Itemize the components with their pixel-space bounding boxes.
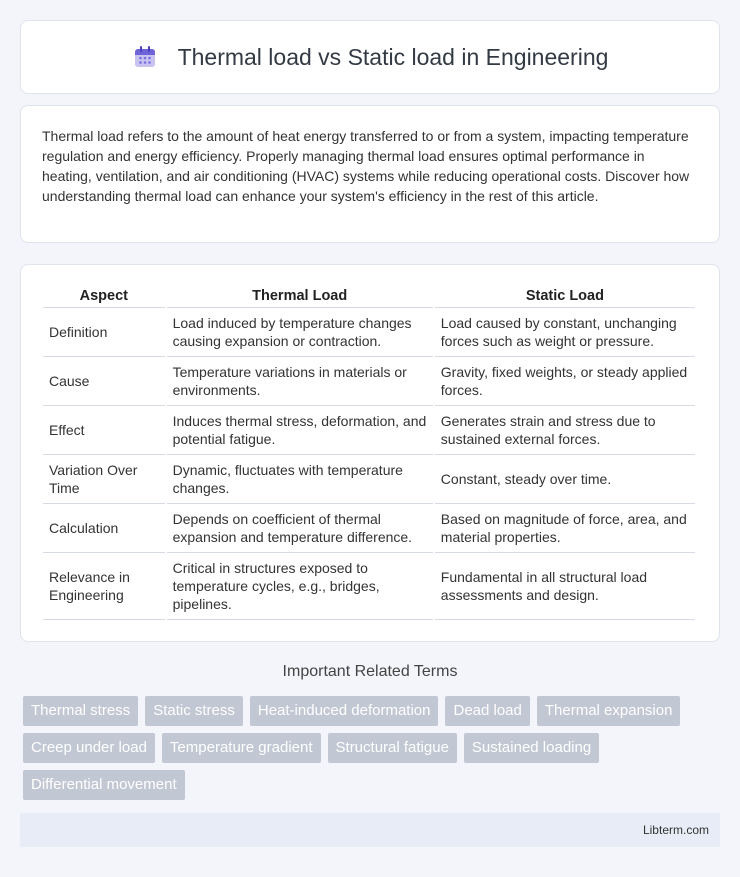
related-term-tag[interactable]: Creep under load [23, 733, 155, 763]
table-row [43, 406, 695, 455]
header-static-load: Static Load [435, 287, 695, 308]
row-static: Generates strain and stress due to sustained external forces. [435, 406, 695, 455]
header-thermal-load: Thermal Load [167, 287, 433, 308]
calendar-icon [132, 44, 158, 70]
table-row [43, 308, 695, 357]
related-term-tag[interactable]: Dead load [445, 696, 529, 726]
page-title: Thermal load vs Static load in Engineering [177, 43, 609, 70]
row-thermal: Depends on coefficient of thermal expansion and temperature difference. [167, 504, 433, 553]
table-row [43, 553, 695, 620]
footer [20, 813, 720, 847]
related-term-tag[interactable]: Thermal expansion [537, 696, 681, 726]
related-term-tag[interactable]: Sustained loading [464, 733, 599, 763]
row-static: Gravity, fixed weights, or steady applied forces. [435, 357, 695, 406]
row-static: Load caused by constant, unchanging forces such as weight or pressure. [435, 308, 695, 357]
row-thermal: Induces thermal stress, deformation, and potential fatigue. [167, 406, 433, 455]
table-row [43, 504, 695, 553]
related-term-tag[interactable]: Heat-induced deformation [250, 696, 439, 726]
table-row [43, 357, 695, 406]
row-aspect: Cause [43, 357, 165, 406]
table-header-row [43, 287, 695, 308]
row-aspect: Variation Over Time [43, 455, 165, 504]
header-aspect: Aspect [43, 287, 165, 308]
row-aspect: Relevance in Engineering [43, 553, 165, 620]
row-static: Constant, steady over time. [435, 455, 695, 504]
table-row [43, 455, 695, 504]
row-thermal: Critical in structures exposed to temperature cycles, e.g., bridges, pipelines. [167, 553, 433, 620]
related-terms-list [23, 696, 723, 800]
row-static: Fundamental in all structural load assessments and design. [435, 553, 695, 620]
related-term-tag[interactable]: Temperature gradient [162, 733, 321, 763]
row-static: Based on magnitude of force, area, and material properties. [435, 504, 695, 553]
row-aspect: Calculation [43, 504, 165, 553]
footer-site-link[interactable]: Libterm.com [642, 823, 709, 837]
row-thermal: Load induced by temperature changes causing expansion or contraction. [167, 308, 433, 357]
comparison-table [41, 287, 697, 620]
comparison-table-card [20, 264, 720, 642]
related-term-tag[interactable]: Static stress [145, 696, 243, 726]
related-term-tag[interactable]: Structural fatigue [328, 733, 457, 763]
row-aspect: Effect [43, 406, 165, 455]
intro-text: Thermal load refers to the amount of heat energy transferred to or from a system, impacting temperature regulation and energy efficiency. Properly managing thermal load ensures optimal performance in heating, ventilation, and air conditioning (HVAC) systems while reducing operational costs. Discover how understanding thermal load can enhance your system's efficiency in the rest of this article. [42, 128, 690, 204]
header-card [20, 20, 720, 94]
row-aspect: Definition [43, 308, 165, 357]
row-thermal: Temperature variations in materials or environments. [167, 357, 433, 406]
row-thermal: Dynamic, fluctuates with temperature changes. [167, 455, 433, 504]
related-term-tag[interactable]: Thermal stress [23, 696, 138, 726]
related-term-tag[interactable]: Differential movement [23, 770, 185, 800]
related-terms-title: Important Related Terms [282, 663, 458, 680]
intro-card [20, 105, 720, 243]
